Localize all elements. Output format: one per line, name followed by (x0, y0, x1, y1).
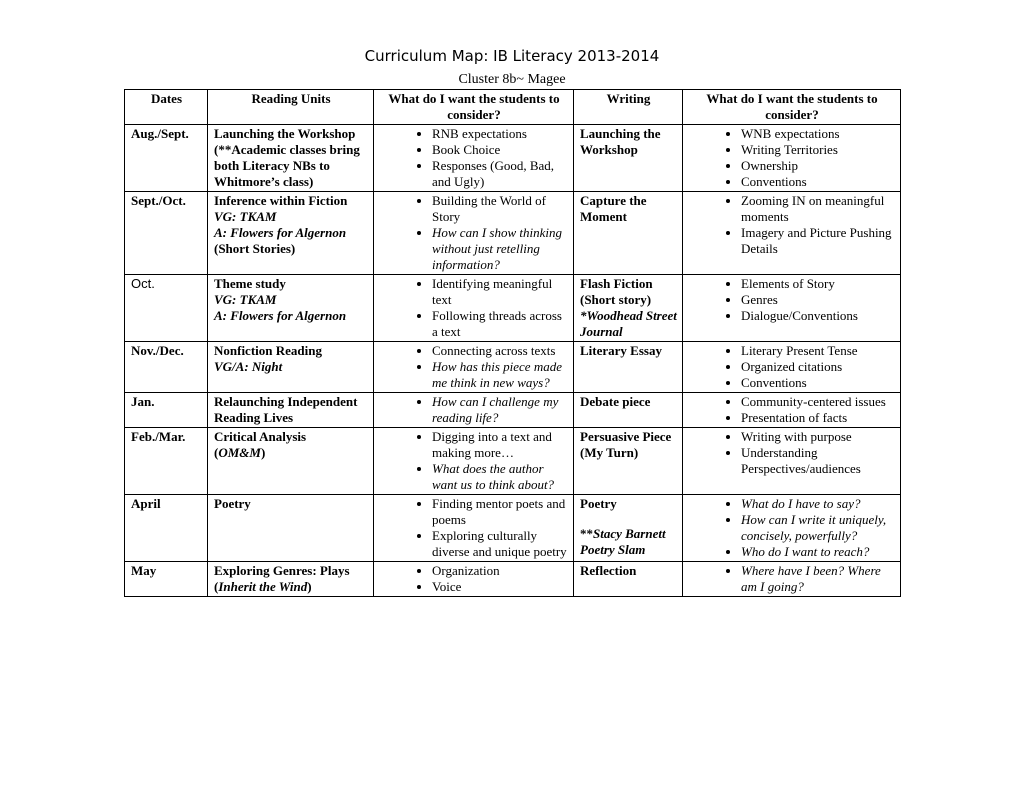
list-item: • Connecting across texts (432, 343, 568, 359)
list-item: • WNB expectations (741, 126, 895, 142)
reading-points-cell (374, 393, 574, 428)
list-item: • How can I write it uniquely, concisely, powerfully? (741, 512, 895, 544)
list-item: • Zooming IN on meaningful moments (741, 193, 895, 225)
writing-cell (574, 192, 683, 275)
writing-title: Launching the Workshop (580, 126, 661, 157)
list-item: • Imagery and Picture Pushing Details (741, 225, 895, 257)
date-cell: April (125, 495, 208, 562)
writing-points-cell (683, 393, 901, 428)
reading-unit-vg: VG: TKAM (214, 209, 277, 224)
reading-unit-text-line (214, 445, 368, 461)
table-row (125, 342, 901, 393)
reading-unit-title: Launching the Workshop (214, 126, 356, 141)
list-item: • How can I challenge my reading life? (432, 394, 568, 426)
asterisks: ** (580, 526, 593, 541)
list-item: • Who do I want to reach? (741, 544, 895, 560)
reading-unit-note: (Short Stories) (214, 241, 296, 256)
list-item: • Literary Present Tense (741, 343, 895, 359)
reading-unit-title: Exploring Genres: Plays (214, 563, 350, 578)
reading-unit-cell (208, 342, 374, 393)
header-reading-consider: What do I want the students to consider? (374, 90, 574, 125)
writing-points-cell (683, 275, 901, 342)
list-item: • Conventions (741, 375, 895, 391)
reading-unit-cell (208, 192, 374, 275)
writing-points-cell (683, 192, 901, 275)
writing-cell (574, 428, 683, 495)
list-item: • Ownership (741, 158, 895, 174)
table-row (125, 125, 901, 192)
list-item: • Responses (Good, Bad, and Ugly) (432, 158, 568, 190)
writing-title: Capture the Moment (580, 193, 647, 224)
header-writing-consider: What do I want the students to consider? (683, 90, 901, 125)
reading-points-cell (374, 342, 574, 393)
list-item: • Voice (432, 579, 568, 595)
list-item: • Community-centered issues (741, 394, 895, 410)
reading-unit-vg: VG: TKAM (214, 292, 277, 307)
list-item: • Presentation of facts (741, 410, 895, 426)
writing-cell (574, 562, 683, 597)
date-cell: May (125, 562, 208, 597)
date-cell: Oct. (125, 275, 208, 342)
date-cell: Aug./Sept. (125, 125, 208, 192)
list-item: • RNB expectations (432, 126, 568, 142)
reading-unit-cell (208, 393, 374, 428)
reading-points-cell (374, 562, 574, 597)
writing-title: Reflection (580, 563, 637, 578)
writing-cell (574, 393, 683, 428)
date-cell: Feb./Mar. (125, 428, 208, 495)
writing-cell (574, 125, 683, 192)
reading-unit-title: Nonfiction Reading (214, 343, 322, 358)
list-item: • Exploring culturally diverse and unique poetry (432, 528, 568, 560)
spacer (580, 512, 677, 526)
reading-unit-title: Critical Analysis (214, 429, 307, 444)
curriculum-table (124, 89, 901, 597)
list-item: • Finding mentor poets and poems (432, 496, 568, 528)
reading-points-cell (374, 125, 574, 192)
list-item: • Dialogue/Conventions (741, 308, 895, 324)
reading-unit-cell (208, 275, 374, 342)
reading-points-cell (374, 495, 574, 562)
reading-unit-title: Inference within Fiction (214, 193, 348, 208)
list-item: • Following threads across a text (432, 308, 568, 340)
list-item: • Identifying meaningful text (432, 276, 568, 308)
reading-unit-title: Theme study (214, 276, 286, 291)
writing-title: Debate piece (580, 394, 651, 409)
table-row (125, 393, 901, 428)
table-row (125, 562, 901, 597)
table-row (125, 192, 901, 275)
reading-unit-title: Relaunching Independent Reading Lives (214, 394, 358, 425)
reading-unit-text-line (214, 579, 368, 595)
list-item: • Building the World of Story (432, 193, 568, 225)
list-item: • Organized citations (741, 359, 895, 375)
reading-unit-title: Poetry (214, 496, 251, 511)
date-cell: Sept./Oct. (125, 192, 208, 275)
header-dates: Dates (125, 90, 208, 125)
list-item: • Book Choice (432, 142, 568, 158)
writing-cell (574, 342, 683, 393)
writing-points-cell (683, 125, 901, 192)
list-item: • Writing with purpose (741, 429, 895, 445)
list-item: • Organization (432, 563, 568, 579)
header-reading-units: Reading Units (208, 90, 374, 125)
table-header-row (125, 90, 901, 125)
date-cell: Jan. (125, 393, 208, 428)
reading-points-cell (374, 275, 574, 342)
list-item: • Elements of Story (741, 276, 895, 292)
writing-cell (574, 495, 683, 562)
reading-unit-text: OM&M (218, 445, 261, 460)
table-row (125, 428, 901, 495)
reading-unit-cell (208, 125, 374, 192)
list-item: • Digging into a text and making more… (432, 429, 568, 461)
paren-open: ( (214, 445, 219, 460)
page-subtitle: Cluster 8b~ Magee (458, 72, 566, 87)
header-writing: Writing (574, 90, 683, 125)
writing-cell (574, 275, 683, 342)
list-item: • What do I have to say? (741, 496, 895, 512)
reading-unit-cell (208, 428, 374, 495)
writing-note: *Woodhead Street Journal (580, 308, 677, 339)
writing-title: Poetry (580, 496, 617, 511)
writing-title: Persuasive Piece (580, 429, 672, 444)
list-item: • How can I show thinking without just retelling information? (432, 225, 568, 273)
writing-points-cell (683, 562, 901, 597)
list-item: • Genres (741, 292, 895, 308)
list-item: • Understanding Perspectives/audiences (741, 445, 895, 477)
writing-points-cell (683, 428, 901, 495)
list-item: • What does the author want us to think about? (432, 461, 568, 493)
list-item: • Where have I been? Where am I going? (741, 563, 895, 595)
date-cell: Nov./Dec. (125, 342, 208, 393)
writing-note: (My Turn) (580, 445, 639, 460)
writing-note (580, 526, 677, 558)
writing-title: Flash Fiction (Short story) (580, 276, 653, 307)
reading-points-cell (374, 428, 574, 495)
page-title: Curriculum Map: IB Literacy 2013-2014 (364, 47, 660, 65)
list-item: • How has this piece made me think in new ways? (432, 359, 568, 391)
reading-unit-note: (**Academic classes bring both Literacy NBs to Whitmore’s class) (214, 142, 360, 189)
reading-unit-a: A: Flowers for Algernon (214, 225, 347, 240)
table-row (125, 495, 901, 562)
list-item: • Writing Territories (741, 142, 895, 158)
paren-close: ) (260, 445, 266, 460)
list-item: • Conventions (741, 174, 895, 190)
reading-unit-cell (208, 495, 374, 562)
writing-event: Stacy Barnett Poetry Slam (580, 526, 666, 557)
reading-unit-cell (208, 562, 374, 597)
reading-unit-text: Inherit the Wind (218, 579, 308, 594)
writing-points-cell (683, 495, 901, 562)
reading-unit-a: A: Flowers for Algernon (214, 308, 347, 323)
writing-points-cell (683, 342, 901, 393)
paren-close: ) (307, 579, 312, 594)
table-row (125, 275, 901, 342)
paren-open: ( (214, 579, 219, 594)
reading-points-cell (374, 192, 574, 275)
writing-title: Literary Essay (580, 343, 662, 358)
reading-unit-vg: VG/A: Night (214, 359, 283, 374)
